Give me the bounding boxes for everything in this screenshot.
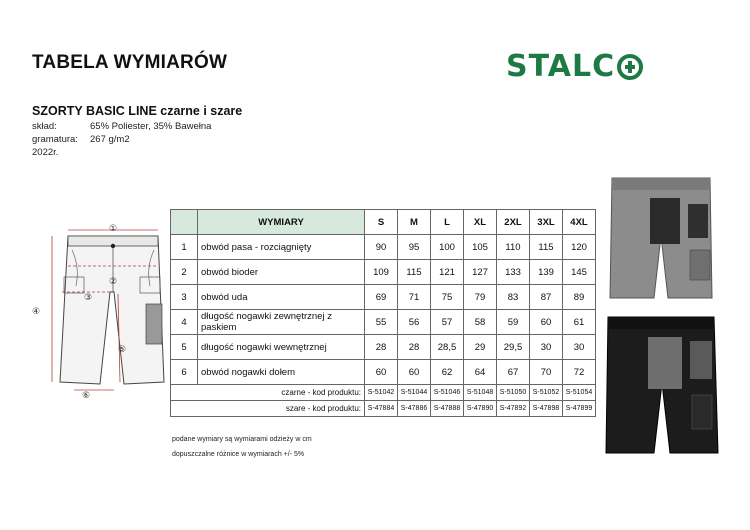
cell-value: 30 xyxy=(563,335,596,360)
cell-value: 61 xyxy=(563,310,596,335)
cell-value: 29,5 xyxy=(497,335,530,360)
cell-value: 133 xyxy=(497,260,530,285)
table-row xyxy=(171,335,596,360)
row-number: 1 xyxy=(171,235,198,260)
table-header-row xyxy=(171,210,596,235)
code-row-black xyxy=(171,385,596,401)
cell-value: 105 xyxy=(464,235,497,260)
meta-weight xyxy=(32,134,130,145)
cell-value: 100 xyxy=(431,235,464,260)
cell-value: 57 xyxy=(431,310,464,335)
cell-value: 64 xyxy=(464,360,497,385)
cell-value: 120 xyxy=(563,235,596,260)
table-row xyxy=(171,285,596,310)
product-code: S-47898 xyxy=(530,401,563,417)
product-code: S-51046 xyxy=(431,385,464,401)
meta-key: 2022r. xyxy=(32,147,59,158)
marker-1: ① xyxy=(108,224,118,234)
header-size: 4XL xyxy=(563,210,596,235)
row-number: 6 xyxy=(171,360,198,385)
table-row xyxy=(171,260,596,285)
plus-circle-icon xyxy=(617,54,643,80)
cell-value: 30 xyxy=(530,335,563,360)
cell-value: 95 xyxy=(398,235,431,260)
cell-value: 145 xyxy=(563,260,596,285)
cell-value: 115 xyxy=(530,235,563,260)
corner-cell xyxy=(171,210,198,235)
brand-logo xyxy=(506,49,643,84)
cell-value: 60 xyxy=(398,360,431,385)
product-code: S-47886 xyxy=(398,401,431,417)
row-label: długość nogawki zewnętrznej z paskiem xyxy=(198,310,365,335)
cell-value: 62 xyxy=(431,360,464,385)
product-code: S-47892 xyxy=(497,401,530,417)
cell-value: 60 xyxy=(530,310,563,335)
product-subtitle: SZORTY BASIC LINE czarne i szare xyxy=(32,104,243,118)
cell-value: 55 xyxy=(365,310,398,335)
cell-value: 90 xyxy=(365,235,398,260)
table-row xyxy=(171,310,596,335)
row-label: długość nogawki wewnętrznej xyxy=(198,335,365,360)
cell-value: 28 xyxy=(398,335,431,360)
cell-value: 59 xyxy=(497,310,530,335)
row-label: obwód bioder xyxy=(198,260,365,285)
cell-value: 69 xyxy=(365,285,398,310)
row-number: 4 xyxy=(171,310,198,335)
header-measurements: WYMIARY xyxy=(198,210,365,235)
marker-6: ⑥ xyxy=(81,391,91,400)
cell-value: 115 xyxy=(398,260,431,285)
cell-value: 83 xyxy=(497,285,530,310)
marker-4: ④ xyxy=(31,307,41,317)
header-size: 2XL xyxy=(497,210,530,235)
shorts-technical-drawing-icon xyxy=(28,222,173,400)
cell-value: 28 xyxy=(365,335,398,360)
product-code: S-51042 xyxy=(365,385,398,401)
meta-value: 267 g/m2 xyxy=(90,134,130,145)
cell-value: 71 xyxy=(398,285,431,310)
cell-value: 109 xyxy=(365,260,398,285)
product-code: S-51052 xyxy=(530,385,563,401)
meta-value: 65% Poliester, 35% Bawełna xyxy=(90,121,212,132)
code-row-grey xyxy=(171,401,596,417)
meta-composition xyxy=(32,121,211,132)
cell-value: 29 xyxy=(464,335,497,360)
cell-value: 121 xyxy=(431,260,464,285)
cell-value: 127 xyxy=(464,260,497,285)
cell-value: 28,5 xyxy=(431,335,464,360)
row-label: obwód uda xyxy=(198,285,365,310)
product-code: S-51048 xyxy=(464,385,497,401)
cell-value: 58 xyxy=(464,310,497,335)
header-size: XL xyxy=(464,210,497,235)
grey-shorts-photo-icon xyxy=(606,170,716,303)
cell-value: 60 xyxy=(365,360,398,385)
row-number: 3 xyxy=(171,285,198,310)
cell-value: 139 xyxy=(530,260,563,285)
note-units: podane wymiary są wymiarami odzieży w cm xyxy=(172,436,312,443)
code-label: czarne - kod produktu: xyxy=(171,385,365,401)
code-label: szare - kod produktu: xyxy=(171,401,365,417)
brand-wordmark: STALC xyxy=(506,49,616,84)
header-size: M xyxy=(398,210,431,235)
size-table xyxy=(170,209,596,417)
product-code: S-47899 xyxy=(563,401,596,417)
note-tolerance: dopuszczalne różnice w wymiarach +/- 5% xyxy=(172,451,305,458)
marker-5: ⑤ xyxy=(117,345,127,355)
cell-value: 75 xyxy=(431,285,464,310)
cell-value: 67 xyxy=(497,360,530,385)
marker-2: ② xyxy=(108,277,118,287)
meta-key: gramatura: xyxy=(32,134,78,145)
row-number: 5 xyxy=(171,335,198,360)
cell-value: 72 xyxy=(563,360,596,385)
cell-value: 89 xyxy=(563,285,596,310)
cell-value: 70 xyxy=(530,360,563,385)
cell-value: 87 xyxy=(530,285,563,310)
header-size: S xyxy=(365,210,398,235)
meta-key: skład: xyxy=(32,121,57,132)
product-code: S-47888 xyxy=(431,401,464,417)
table-row xyxy=(171,235,596,260)
product-code: S-51050 xyxy=(497,385,530,401)
table-row xyxy=(171,360,596,385)
page-title: TABELA WYMIARÓW xyxy=(32,52,228,73)
row-number: 2 xyxy=(171,260,198,285)
meta-year xyxy=(32,147,58,158)
product-code: S-47890 xyxy=(464,401,497,417)
marker-3: ③ xyxy=(83,293,93,303)
product-code: S-51044 xyxy=(398,385,431,401)
cell-value: 79 xyxy=(464,285,497,310)
product-code: S-47884 xyxy=(365,401,398,417)
cell-value: 56 xyxy=(398,310,431,335)
cell-value: 110 xyxy=(497,235,530,260)
row-label: obwód pasa - rozciągnięty xyxy=(198,235,365,260)
black-shorts-photo-icon xyxy=(604,311,720,459)
product-code: S-51054 xyxy=(563,385,596,401)
row-label: obwód nogawki dołem xyxy=(198,360,365,385)
header-size: 3XL xyxy=(530,210,563,235)
header-size: L xyxy=(431,210,464,235)
